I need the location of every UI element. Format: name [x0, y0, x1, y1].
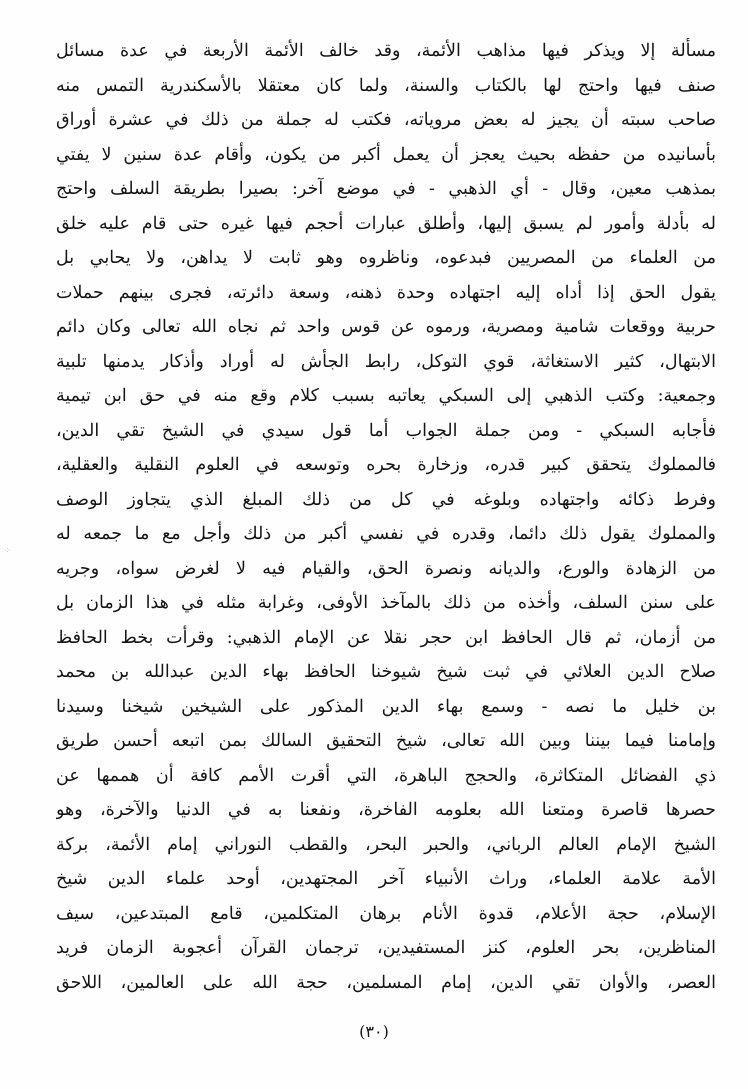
text-line: العصر، والأوان تقي الدين، إمام المسلمين، حجة الله على العالمين، اللاحق [56, 972, 716, 993]
text-line: يقول الحق إذا أداه إليه اجتهاده وحدة ذهنه، وسعة دائرته، فجرى بينهم حملات [56, 282, 716, 303]
text-line: الأمة علامة العلماء، وراث الأنبياء آخر المجتهدين، أوحد علماء الدين شيخ [56, 869, 716, 889]
text-line: والمملوك يقول ذلك دائما، وقدره في نفسي أكبر من ذلك وأجل مع ما جمعه له [56, 524, 716, 544]
text-line: وإمامنا فيما بيننا وبين الله تعالى، شيخ التحقيق السالك بمن اتبعه أحسن طريق [56, 731, 716, 751]
text-line: فالمملوك يتحقق كبير قدره، وزخارة بحره وتوسعه في العلوم النقلية والعقلية، [56, 455, 716, 475]
text-line: صلاح الدين العلائي في ثبت شيخ شيوخنا الحافظ بهاء الدين عبدالله بن محمد [56, 662, 716, 682]
text-line: مسألة إلا ويذكر فيها مذاهب الأئمة، وقد خالف الأئمة الأربعة في عدة مسائل [56, 41, 716, 61]
text-line: الابتهال، كثير الاستغاثة، قوي التوكل، رابط الجأش له أوراد وأذكار يدمنها تلبية [56, 351, 716, 372]
text-line: بأسانيده من حفظه بحيث يعجز أن يعمل أكبر من يكون، وأقام عدة سنين لا يفتي [56, 144, 716, 165]
text-line: فأجابه السبكي - ومن جملة الجواب أما قول سيدي في الشيخ تقي الدين، [56, 420, 716, 441]
text-line: على سنن السلف، وأخذه من ذلك بالمآخذ الأوفى، وغرابة مثله في هذا الزمان بل [56, 593, 716, 613]
text-line: المناظرين، بحر العلوم، كنز المستفيدين، ترجمان القرآن أعجوبة الزمان فريد [56, 938, 716, 958]
text-line: الإسلام، حجة الأعلام، قدوة الأنام برهان المتكلمين، قامع المبتدعين، سيف [56, 903, 716, 924]
text-line: من الزهادة والورع، والديانه ونصرة الحق، والقيام فيه لا لغرض سواه، وجريه [56, 558, 716, 579]
text-line: بمذهب معين، وقال - أي الذهبي - في موضع آخر: بصيرا بطريقة السلف واحتج [56, 179, 716, 199]
text-line: ذي الفضائل المتكاثرة، والحجج الباهرة، التي أقرت الأمم كافة أن هممها عن [56, 765, 716, 786]
text-line: صنف فيها واحتج لها بالكتاب والسنة، ولما كان معتقلا بالأسكندرية التمس منه [56, 75, 716, 96]
text-line: بن خليل ما نصه - وسمع بهاء الدين المذكور على الشيخين شيخنا وسيدنا [56, 696, 716, 717]
text-line: من العلماء من المصريين فبدعوه، وناظروه وهو ثابت لا يداهن، ولا يحابي بل [56, 248, 716, 268]
text-line: له بأدلة وأمور لم يسبق إليها، وأطلق عبارات أحجم فيها غيره حتى قام عليه خلق [56, 213, 716, 234]
text-line: الشيخ الإمام العالم الرباني، والحبر البحر، والقطب النوراني إمام الأئمة، بركة [56, 834, 716, 855]
text-line: وجمعية: وكتب الذهبي إلى السبكي يعاتبه بسبب كلام وقع منه في حق ابن تيمية [56, 386, 716, 406]
text-line: حصرها قاصرة ومتعنا الله بعلومه الفاخرة، ونفعنا به في الدنيا والآخرة، وهو [56, 800, 716, 820]
body-text [56, 34, 716, 1000]
text-line: من أزمان، ثم قال الحافظ ابن حجر نقلا عن الإمام الذهبي: وقرأت بخط الحافظ [56, 627, 716, 648]
text-line: حربية ووقعات شامية ومصرية، ورموه عن قوس واحد ثم نجاه الله تعالى وكان دائم [56, 317, 716, 337]
text-line: صاحب سبته أن يجيز له بعض مروياته، فكتب له جملة من ذلك في عشرة أوراق [56, 110, 716, 130]
text-line: وفرط ذكائه واجتهاده وبلوغه في كل من ذلك المبلغ الذي يتجاوز الوصف [56, 489, 716, 510]
scan-edge-mark: ⁘ [4, 546, 11, 555]
page-number: (٣٠) [359, 1022, 389, 1041]
